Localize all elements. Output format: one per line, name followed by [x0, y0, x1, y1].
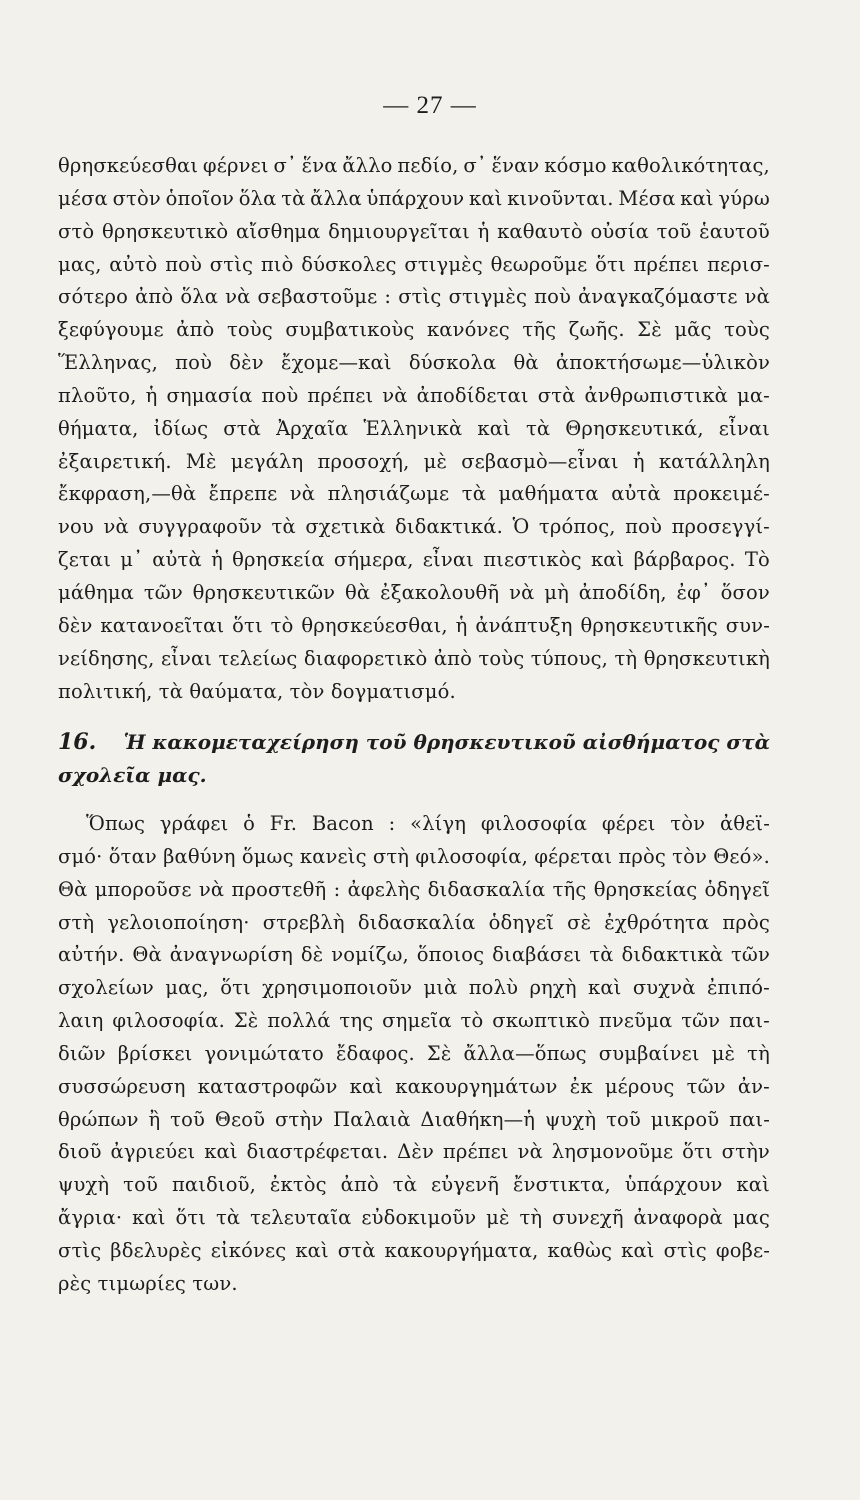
text-line: σχολείων μας, ὅτι χρησιμοποιοῦν μιὰ πολὺ ρηχὴ καὶ συχνὰ ἐπιπό- [58, 976, 770, 1000]
text-line: Ὅπως γράφει ὁ Fr. Bacon : «λίγη φιλοσοφία φέρει τὸν ἀθεϊ- [86, 812, 770, 835]
text-line: μας, αὐτὸ ποὺ στὶς πιὸ δύσκολες στιγμὲς θεωροῦμε ὅτι πρέπει περισ- [58, 252, 770, 276]
text-line: ξεφύγουμε ἀπὸ τοὺς συμβατικοὺς κανόνες τῆς ζωῆς. Σὲ μᾶς τοὺς [58, 318, 770, 342]
paragraph-1 [58, 150, 770, 708]
text-line: νείδησης, εἶναι τελείως διαφορετικὸ ἀπὸ τοὺς τύπους, τὴ θρησκευτικὴ [58, 646, 770, 670]
section-title-line-2: σχολεῖα μας. [58, 763, 207, 787]
text-line: μέσα στὸν ὁποῖον ὅλα τὰ ἄλλα ὑπάρχουν καὶ κινοῦνται. Μέσα καὶ γύρω [58, 186, 770, 210]
text-line: στὶς βδελυρὲς εἰκόνες καὶ στὰ κακουργήματα, καθὼς καὶ στὶς φοβε- [58, 1238, 770, 1262]
text-line: Θὰ μποροῦσε νὰ προστεθῆ : ἀφελὴς διδασκαλία τῆς θρησκείας ὁδηγεῖ [58, 877, 770, 901]
text-line: ἔκφραση,—θὰ ἔπρεπε νὰ πλησιάζωμε τὰ μαθήματα αὐτὰ προκειμέ- [58, 482, 770, 506]
text-line: στὴ γελοιοποίηση· στρεβλὴ διδασκαλία ὁδηγεῖ σὲ ἐχθρότητα πρὸς [58, 910, 770, 934]
text-line: διῶν βρίσκει γονιμώτατο ἔδαφος. Σὲ ἄλλα—ὅπως συμβαίνει μὲ τὴ [58, 1041, 770, 1065]
text-line: διοῦ ἀγριεύει καὶ διαστρέφεται. Δὲν πρέπει νὰ λησμονοῦμε ὅτι στὴν [58, 1140, 770, 1164]
text-line: πολιτική, τὰ θαύματα, τὸν δογματισμό. [58, 679, 456, 703]
section-heading [58, 726, 770, 792]
section-number: 16. [58, 729, 97, 755]
section-title-line-1: Ἡ κακομεταχείρηση τοῦ θρησκευτικοῦ αἰσθήματος στὰ [123, 730, 770, 754]
text-line: ἐξαιρετική. Μὲ μεγάλη προσοχή, μὲ σεβασμὸ—εἶναι ἡ κατάλληλη [58, 449, 770, 473]
text-line: ψυχὴ τοῦ παιδιοῦ, ἐκτὸς ἀπὸ τὰ εὐγενῆ ἔνστικτα, ὑπάρχουν καὶ [58, 1173, 770, 1197]
text-line: θρώπων ἢ τοῦ Θεοῦ στὴν Παλαιὰ Διαθήκη—ἡ ψυχὴ τοῦ μικροῦ παι- [58, 1107, 770, 1131]
text-line: θήματα, ἰδίως στὰ Ἀρχαῖα Ἑλληνικὰ καὶ τὰ Θρησκευτικά, εἶναι [58, 416, 770, 440]
text-line: Ἕλληνας, ποὺ δὲν ἔχομε—καὶ δύσκολα θὰ ἀποκτήσωμε—ὑλικὸν [58, 351, 770, 375]
text-line: αὐτήν. Θὰ ἀναγνωρίση δὲ νομίζω, ὅποιος διαβάσει τὰ διδακτικὰ τῶν [58, 943, 770, 967]
text-line: πλοῦτο, ἡ σημασία ποὺ πρέπει νὰ ἀποδίδεται στὰ ἀνθρωπιστικὰ μα- [58, 383, 770, 407]
text-line: θρησκεύεσθαι φέρνει σ᾿ ἕνα ἄλλο πεδίο, σ᾿ ἕναν κόσμο καθολικότητας, [58, 154, 770, 177]
text-line: ζεται μ᾿ αὐτὰ ἡ θρησκεία σήμερα, εἶναι πιεστικὸς καὶ βάρβαρος. Τὸ [58, 548, 770, 572]
text-line: ρὲς τιμωρίες των. [58, 1271, 238, 1295]
paragraph-2 [58, 808, 770, 1301]
text-line: νου νὰ συγγραφοῦν τὰ σχετικὰ διδακτικά. Ὁ τρόπος, ποὺ προσεγγί- [58, 515, 770, 539]
page-number: — 27 — [383, 92, 477, 119]
text-line: συσσώρευση καταστροφῶν καὶ κακουργημάτων ἐκ μέρους τῶν ἀν- [58, 1074, 770, 1098]
text-line: λαιη φιλοσοφία. Σὲ πολλά της σημεῖα τὸ σκωπτικὸ πνεῦμα τῶν παι- [58, 1009, 770, 1033]
text-line: στὸ θρησκευτικὸ αἴσθημα δημιουργεῖται ἡ καθαυτὸ οὐσία τοῦ ἑαυτοῦ [58, 219, 770, 243]
text-line: δὲν κατανοεῖται ὅτι τὸ θρησκεύεσθαι, ἡ ἀνάπτυξη θρησκευτικῆς συν- [58, 613, 770, 637]
text-line: σότερο ἀπὸ ὅλα νὰ σεβαστοῦμε : στὶς στιγμὲς ποὺ ἀναγκαζόμαστε νὰ [58, 285, 770, 309]
text-line: σμό· ὅταν βαθύνη ὅμως κανεὶς στὴ φιλοσοφία, φέρεται πρὸς τὸν Θεό». [58, 844, 770, 868]
text-line: ἄγρια· καὶ ὅτι τὰ τελευταῖα εὐδοκιμοῦν μὲ τὴ συνεχῆ ἀναφορὰ μας [58, 1206, 770, 1230]
text-line: μάθημα τῶν θρησκευτικῶν θὰ ἐξακολουθῆ νὰ μὴ ἀποδίδη, ἐφ᾿ ὅσον [58, 580, 770, 604]
